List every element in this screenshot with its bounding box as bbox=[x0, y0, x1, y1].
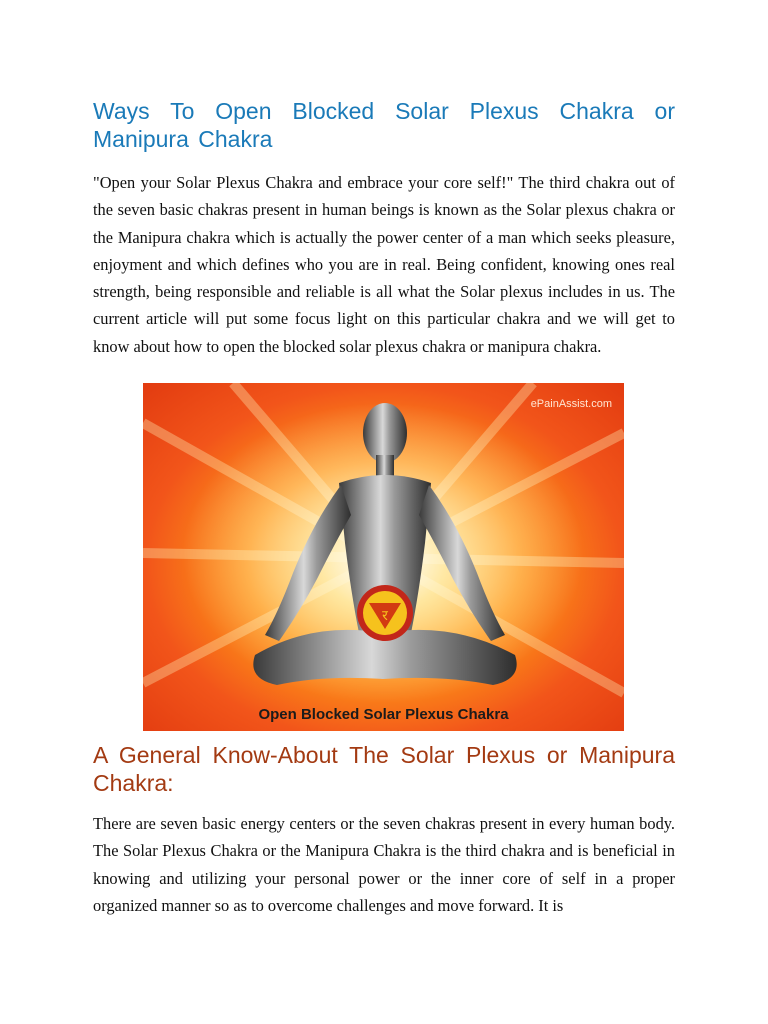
chakra-illustration bbox=[143, 383, 624, 731]
figure-caption: Open Blocked Solar Plexus Chakra bbox=[258, 706, 509, 723]
intro-paragraph: "Open your Solar Plexus Chakra and embrace your core self!" The third chakra out of the seven basic chakras present in human beings is known as the Solar plexus chakra or the Manipura chakra which is actually the power center of a man which seeks pleasure, enjoyment and which defines who you are in real. Being confident, knowing ones real strength, being responsible and reliable is all what the Solar plexus includes in us. The current article will put some focus light on this particular chakra and we will get to know about how to open the blocked solar plexus chakra or manipura chakra. bbox=[93, 173, 675, 356]
meditating-figure-graphic bbox=[143, 383, 624, 731]
section-heading: A General Know-About The Solar Plexus or Manipura Chakra: bbox=[93, 742, 675, 796]
svg-text:र: र bbox=[382, 608, 388, 624]
article-title: Ways To Open Blocked Solar Plexus Chakra or Manipura Chakra bbox=[93, 98, 675, 152]
section-paragraph: There are seven basic energy centers or the seven chakras present in every human body. The Solar Plexus Chakra or the Manipura Chakra is the third chakra and is beneficial in knowing and utilizing your personal power or the inner core of self in a proper organized manner so as to overcome challenges and move forward. It is bbox=[93, 814, 675, 915]
figure-watermark: ePainAssist.com bbox=[530, 398, 612, 410]
